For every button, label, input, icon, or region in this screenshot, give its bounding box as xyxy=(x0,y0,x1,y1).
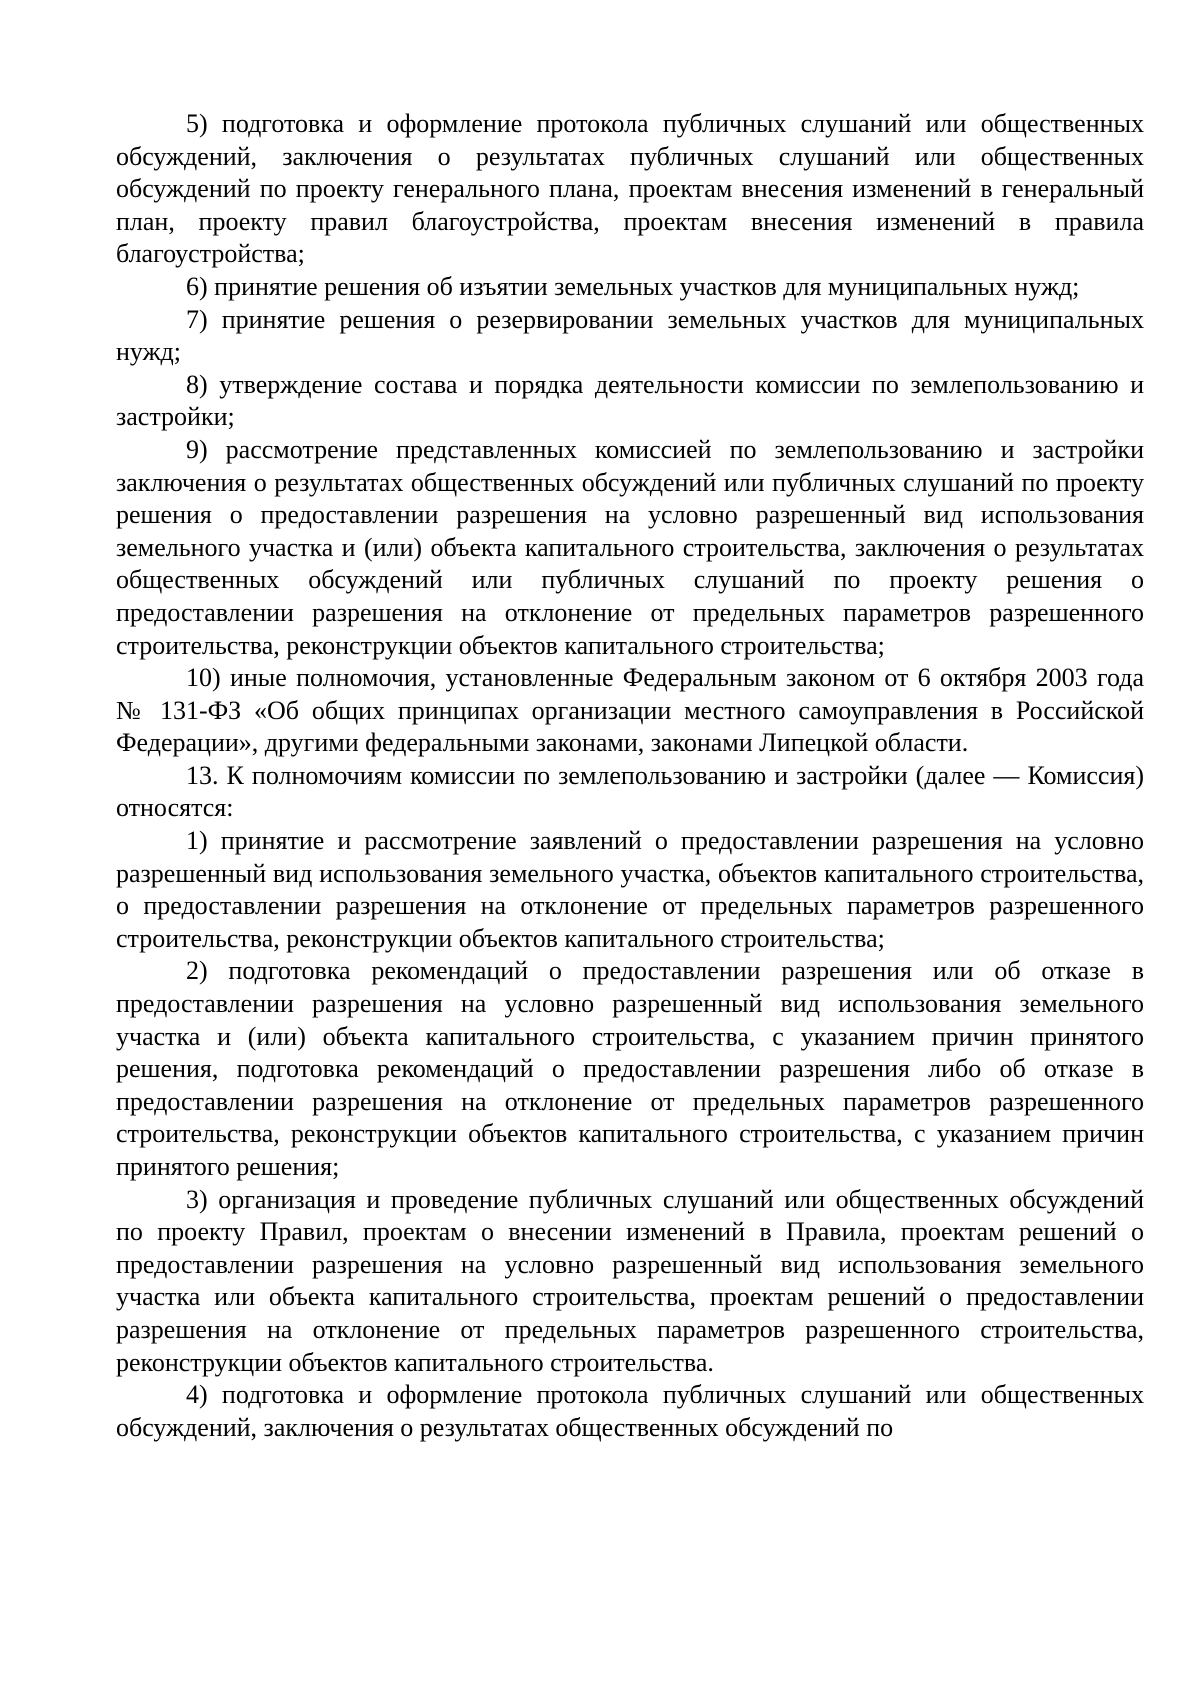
paragraph-commission-item-1: 1) принятие и рассмотрение заявлений о предоставлении разрешения на условно разрешенный вид использования земельного участка, объектов капитального строительства, о предоставлении разрешения на отклонение от предельных параметров разрешенного строительства, реконструкции объектов капитального строительства; xyxy=(116,826,1144,953)
document-body xyxy=(116,108,1144,1444)
paragraph-item-8-commission-composition: 8) утверждение состава и порядка деятельности комиссии по землепользованию и застройки; xyxy=(116,369,1144,432)
paragraph-commission-item-2: 2) подготовка рекомендаций о предоставлении разрешения или об отказе в предоставлении разрешения на условно разрешенный вид использования земельного участка и (или) объекта капитального строительства, с указанием причин принятого решения, подготовка рекомендаций о предоставлении разрешения либо об отказе в предоставлении разрешения на отклонение от предельных параметров разрешенного строительства, реконструкции объектов капитального строительства, с указанием причин принятого решения; xyxy=(116,956,1144,1181)
paragraph-commission-item-3: 3) организация и проведение публичных слушаний или общественных обсуждений по проекту Правил, проектам о внесении изменений в Правила, проектам решений о предоставлении разрешения на условно разрешенный вид использования земельного участка или объекта капитального строительства, проектам решений о предоставлении разрешения на отклонение от предельных параметров разрешенного строительства, реконструкции объектов капитального строительства. xyxy=(116,1184,1144,1377)
paragraph-item-7-land-reservation: 7) принятие решения о резервировании земельных участков для муниципальных нужд; xyxy=(116,304,1144,367)
paragraph-commission-item-4: 4) подготовка и оформление протокола публичных слушаний или общественных обсуждений, заключения о результатах общественных обсуждений по xyxy=(116,1380,1144,1442)
paragraph-item-9-review-conclusions: 9) рассмотрение представленных комиссией по землепользованию и застройки заключения о результатах общественных обсуждений или публичных слушаний по проекту решения о предоставлении разрешения на условно разрешенный вид использования земельного участка и (или) объекта капитального строительства, заключения о результатах общественных обсуждений или публичных слушаний по проекту решения о предоставлении разрешения на отклонение от предельных параметров разрешенного строительства, реконструкции объектов капитального строительства; xyxy=(116,434,1144,660)
paragraph-section-13-commission-powers: 13. К полномочиям комиссии по землепользованию и застройки (далее — Комиссия) относятся: xyxy=(116,760,1144,823)
paragraph-item-5-protocol-general-plan: 5) подготовка и оформление протокола публичных слушаний или общественных обсуждений, заключения о результатах публичных слушаний или общественных обсуждений по проекту генерального плана, проектам внесения изменений в генеральный план, проекту правил благоустройства, проектам внесения изменений в правила благоустройства; xyxy=(116,109,1144,269)
paragraph-item-6-land-seizure: 6) принятие решения об изъятии земельных участков для муниципальных нужд; xyxy=(186,271,1080,301)
paragraph-item-10-other-powers: 10) иные полномочия, установленные Федеральным законом от 6 октября 2003 года № 131-ФЗ «Об общих принципах организации местного самоуправления в Российской Федерации», другими федеральными законами, законами Липецкой области. xyxy=(116,663,1144,758)
